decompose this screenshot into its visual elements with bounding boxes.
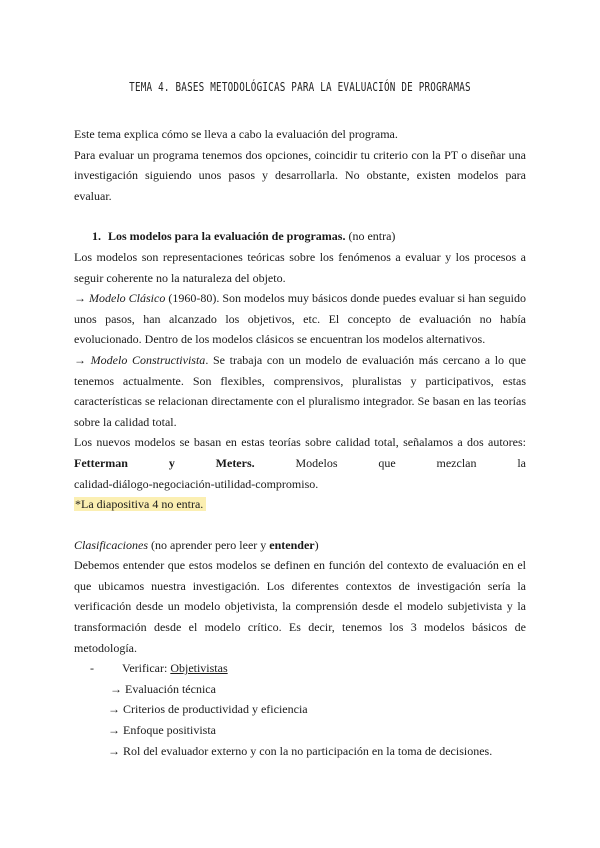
classifications-note-a: (no aprender pero leer y: [148, 537, 270, 552]
authors-line: [74, 453, 526, 474]
sub-item-3: → Enfoque positivista: [108, 723, 216, 738]
classic-model-paragraph: [74, 288, 526, 350]
classifications-note-b: entender: [269, 537, 315, 552]
classifications-note-c: ): [314, 537, 319, 552]
section-1-heading: [74, 226, 526, 247]
arrow-icon: →: [74, 291, 90, 306]
section-1-heading-text: Los modelos para la evaluación de programas.: [108, 229, 346, 244]
classifications-heading: [74, 535, 526, 556]
intro-paragraph-2: Para evaluar un programa tenemos dos opciones, coincidir tu criterio con la PT o diseñar una investigación siguiendo unos pasos y desarrollarla. No obstante, existen modelos para evaluar.: [74, 147, 526, 203]
sub-item-4: → Rol del evaluador externo y con la no participación en la toma de decisiones.: [108, 743, 493, 758]
section-1-note: (no entra): [345, 229, 396, 244]
verify-item: [74, 658, 526, 679]
page-title: TEMA 4. BASES METODOLÓGICAS PARA LA EVALUACIÓN DE PROGRAMAS: [129, 79, 471, 94]
section-1-paragraph-1: Los modelos son representaciones teóricas sobre los fenómenos a evaluar y los procesos a seguir coherente no la naturaleza del objeto.: [74, 249, 526, 285]
slide-note: [74, 494, 526, 515]
section-1-number: 1.: [92, 229, 101, 244]
classifications-paragraph: Debemos entender que estos modelos se definen en función del contexto de evaluación en el que ubicamos nuestra investigación. Los diferentes contextos de investigación sería la verificación desde un modelo objetivista, la comprensión desde el modelo subjetivista y la transformación desde el modelo crítico. Es decir, tenemos los 3 modelos básicos de metodología.: [74, 558, 526, 655]
classifications-title: Clasificaciones: [74, 537, 148, 552]
authors-names: Fetterman y Meters.: [74, 455, 255, 470]
sub-item-2: → Criterios de productividad y eficiencia: [108, 702, 308, 717]
document-body: [74, 124, 526, 761]
verify-value: Objetivistas: [170, 661, 228, 676]
sub-item-1: → Evaluación técnica: [110, 681, 216, 696]
constructivist-model-paragraph: [74, 350, 526, 432]
classic-model-text: (1960-80). Son modelos muy básicos donde puedes evaluar si han seguido unos pasos, han alcanzado los objetivos, etc. El concepto de evaluación no había evolucionado. Dentro de los modelos clásicos se encuentran los modelos alternativos.: [74, 291, 527, 347]
mix-line: calidad-diálogo-negociación-utilidad-compromiso.: [74, 476, 319, 491]
authors-text: Modelos que mezclan la: [254, 455, 526, 470]
arrow-icon: →: [74, 352, 91, 367]
constructivist-model-name: Modelo Constructivista: [90, 352, 206, 367]
intro-paragraph-1: Este tema explica cómo se lleva a cabo la evaluación del programa.: [74, 127, 398, 141]
dash-bullet: -: [90, 661, 94, 676]
new-models-paragraph: Los nuevos modelos se basan en estas teorías sobre calidad total, señalamos a dos autores:: [74, 435, 526, 450]
verify-label: Verificar:: [122, 661, 171, 676]
constructivist-model-text: . Se trabaja con un modelo de evaluación más cercano a lo que tenemos actualmente. Son flexibles, comprensivos, pluralistas y participativos, estas características se relacionan directamente con el pluralismo integrador. Se basan en las teorías sobre la calidad total.: [74, 352, 526, 429]
classic-model-name: Modelo Clásico: [89, 291, 166, 306]
highlighted-note: *La diapositiva 4 no entra.: [74, 497, 206, 511]
